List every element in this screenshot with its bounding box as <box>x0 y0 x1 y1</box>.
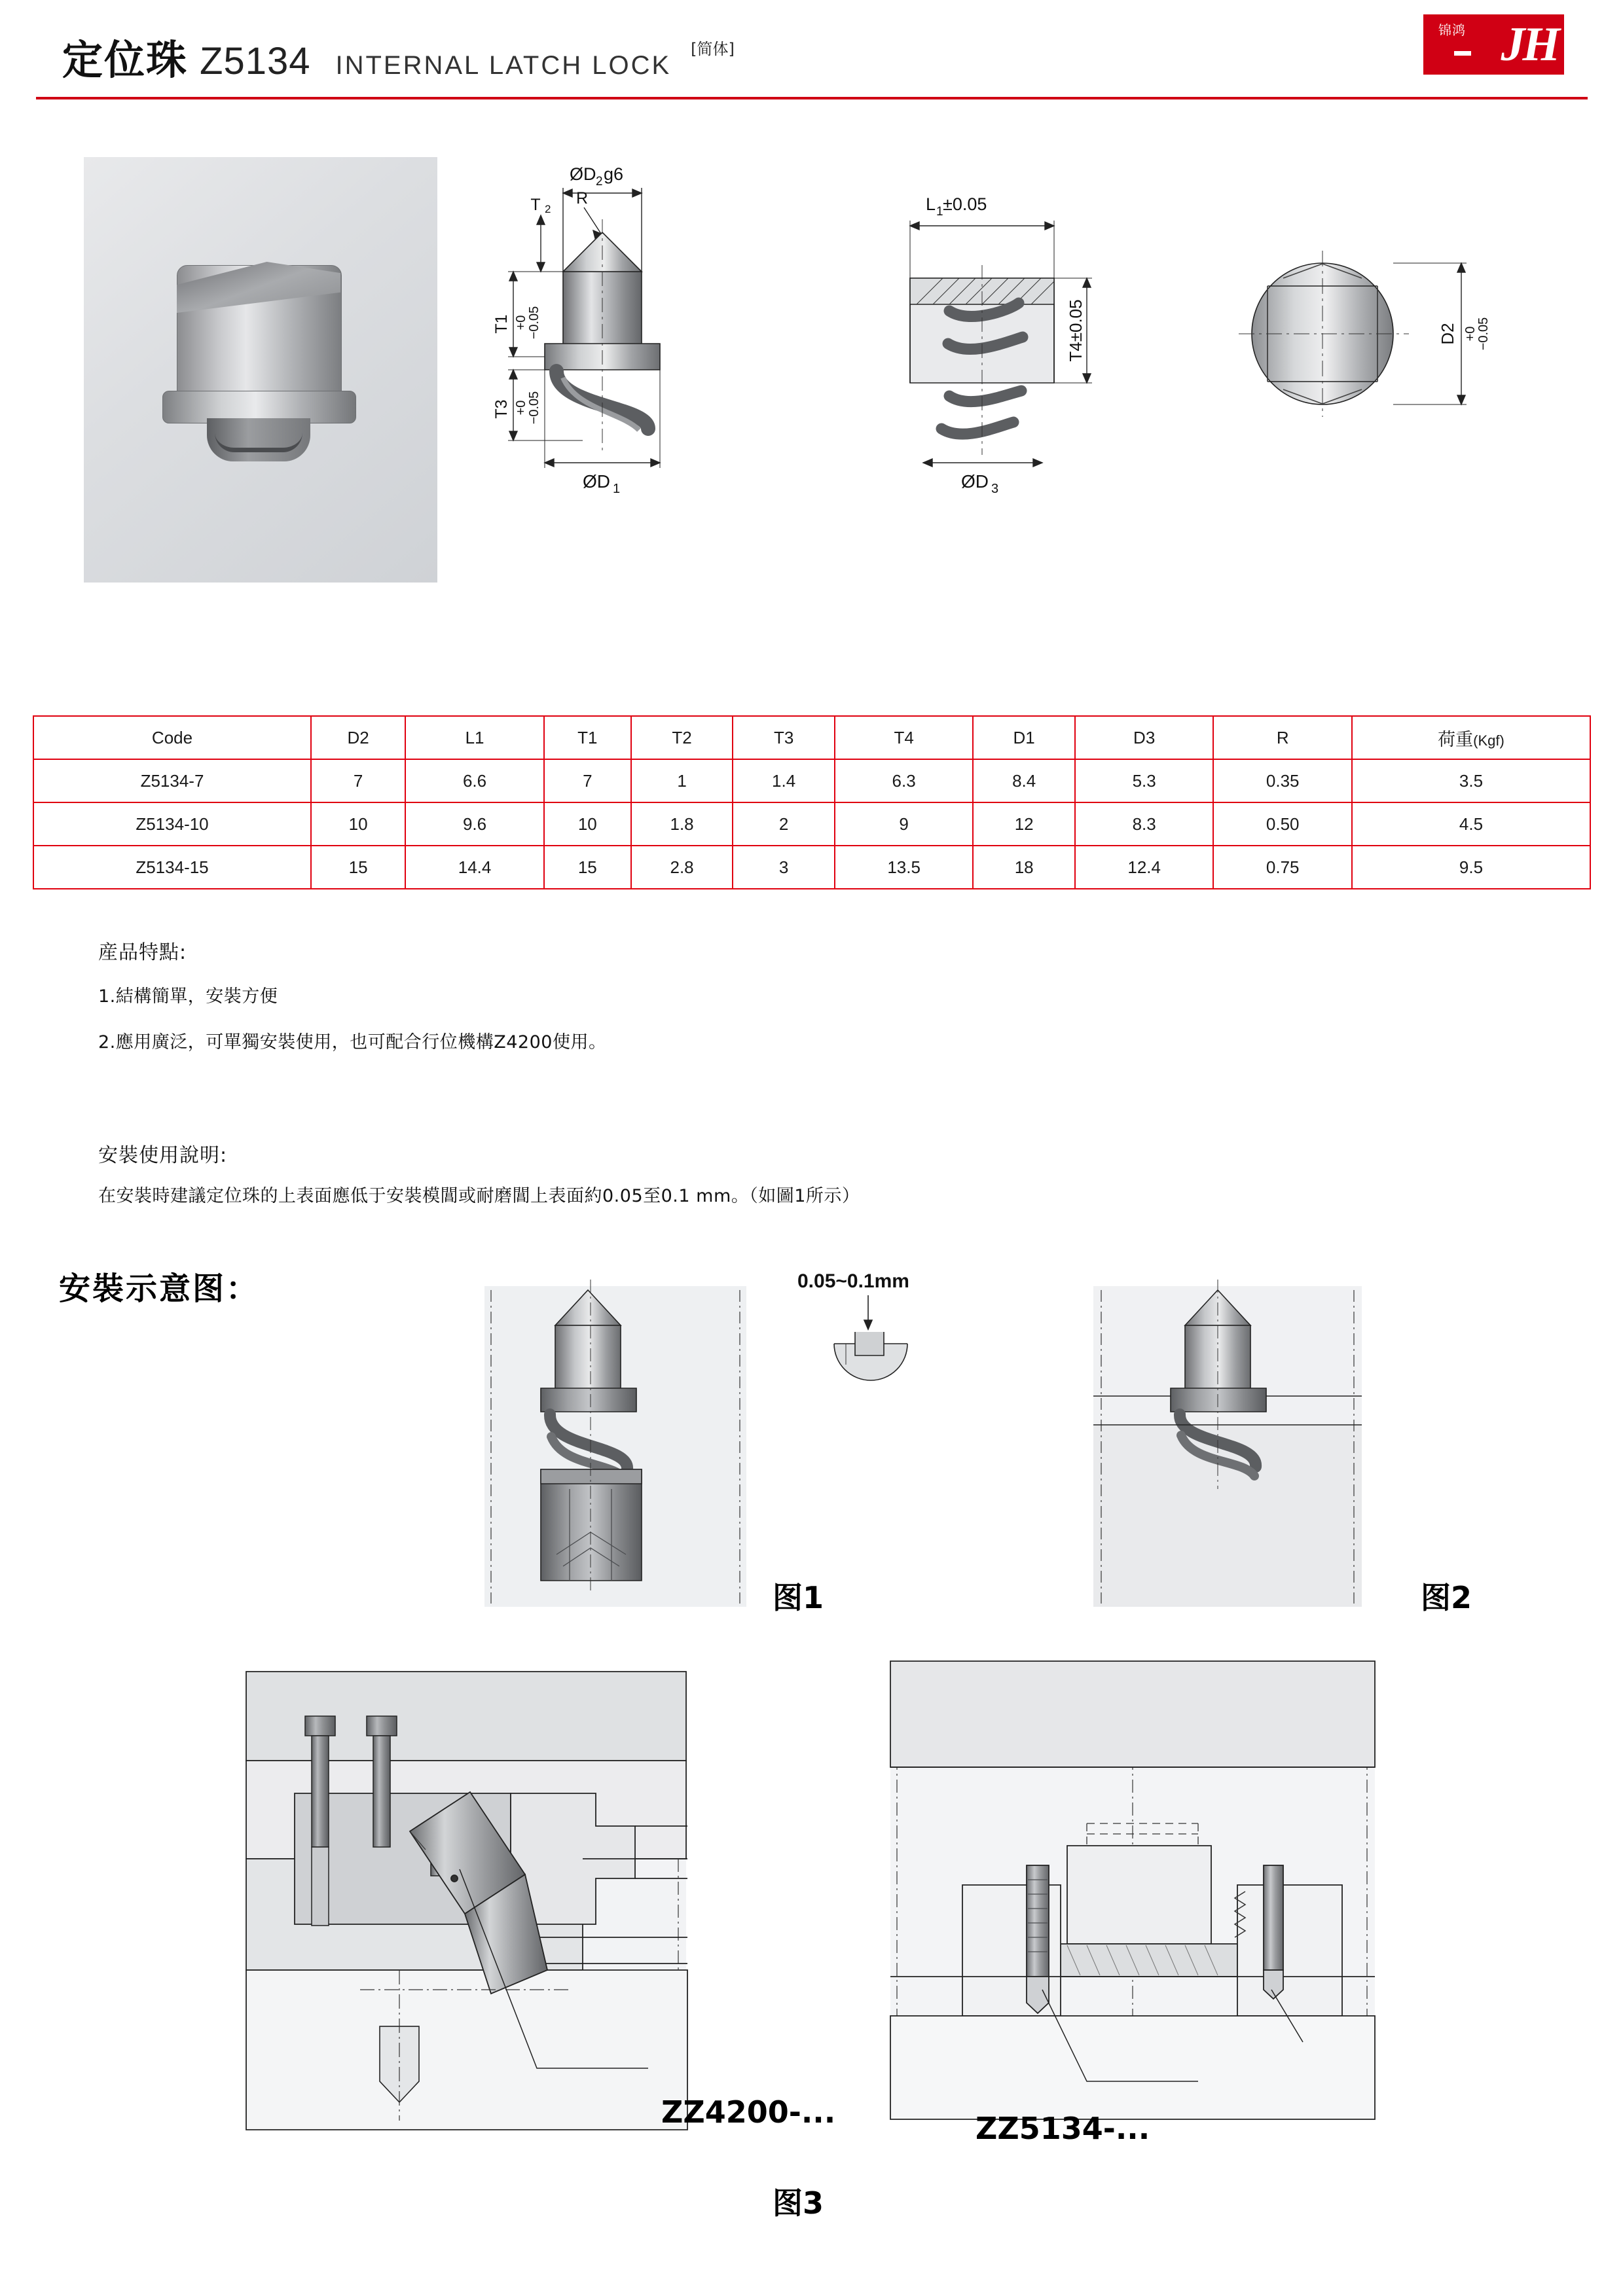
svg-text:ØD: ØD <box>583 471 610 492</box>
figure-3-callout-zz4200: ZZ4200-... <box>661 2094 836 2130</box>
gap-note-text: 0.05~0.1mm <box>797 1270 909 1292</box>
svg-text:T4±0.05: T4±0.05 <box>1066 299 1085 362</box>
svg-text:D2: D2 <box>1438 323 1457 345</box>
load-unit: (Kgf) <box>1473 732 1504 749</box>
table-header-r: R <box>1213 716 1352 759</box>
table-row <box>33 846 1590 889</box>
title-language-tag: [简体] <box>691 40 735 58</box>
figure-1-diagram <box>478 1273 753 1620</box>
table-header-t4: T4 <box>835 716 974 759</box>
svg-text:+0: +0 <box>514 400 528 416</box>
svg-text:T: T <box>530 196 541 214</box>
title-product-code: Z5134 <box>200 40 311 82</box>
svg-text:±0.05: ±0.05 <box>943 194 987 214</box>
drawing-section-view <box>871 147 1178 645</box>
svg-text:−0.05: −0.05 <box>527 391 541 425</box>
figure-2-diagram <box>1087 1273 1368 1620</box>
table-header-d2: D2 <box>311 716 405 759</box>
table-row <box>33 802 1590 846</box>
cell-t1: 7 <box>544 759 631 802</box>
cell-l1: 9.6 <box>405 802 544 846</box>
company-logo <box>1413 14 1564 75</box>
figure-3-left-diagram <box>229 1662 701 2147</box>
cell-l1: 14.4 <box>405 846 544 889</box>
svg-text:−0.05: −0.05 <box>527 306 541 340</box>
page-title <box>62 27 735 86</box>
cell-d2: 7 <box>311 759 405 802</box>
table-header-t3: T3 <box>733 716 835 759</box>
page-header <box>0 0 1623 111</box>
figure-1-label: 图1 <box>773 1580 824 1615</box>
svg-text:T3: T3 <box>492 399 511 419</box>
table-header-t1: T1 <box>544 716 631 759</box>
svg-text:L: L <box>926 194 936 214</box>
dim-d2g6: ØD <box>570 164 596 184</box>
product-photo <box>84 157 437 583</box>
figure-3-label: 图3 <box>773 2185 824 2221</box>
cell-l1: 6.6 <box>405 759 544 802</box>
svg-text:T1: T1 <box>492 314 511 334</box>
svg-text:1: 1 <box>936 205 943 219</box>
features-item-2: 2.應用廣泛，可單獨安裝使用，也可配合行位機構Z4200使用。 <box>98 1032 607 1052</box>
table-header-d1: D1 <box>973 716 1075 759</box>
svg-text:1: 1 <box>613 482 621 496</box>
logo-initials: JH <box>1501 18 1558 71</box>
logo-dash <box>1454 51 1471 56</box>
svg-text:ØD: ØD <box>961 471 989 492</box>
cell-t2: 1.8 <box>631 802 733 846</box>
figure-3-callout-zz5134: ZZ5134-... <box>976 2111 1150 2146</box>
table-header-d3: D3 <box>1075 716 1214 759</box>
table-row <box>33 759 1590 802</box>
cell-t3: 1.4 <box>733 759 835 802</box>
drawing-front-view <box>484 147 851 645</box>
cell-code: Z5134-10 <box>33 802 311 846</box>
cell-d3: 12.4 <box>1075 846 1214 889</box>
svg-text:3: 3 <box>991 482 999 496</box>
cell-d3: 5.3 <box>1075 759 1214 802</box>
drawing-top-view <box>1205 147 1519 645</box>
installation-diagram-heading: 安裝示意图： <box>59 1270 260 1307</box>
header-divider <box>36 97 1588 99</box>
title-chinese: 定位珠 <box>62 36 189 84</box>
logo-chinese-name: 锦鸿 <box>1438 22 1466 38</box>
features-title: 産品特點: <box>98 941 187 964</box>
table-header-load <box>1352 716 1590 759</box>
svg-text:g6: g6 <box>604 164 624 184</box>
cell-t4: 9 <box>835 802 974 846</box>
load-label: 荷重 <box>1438 729 1474 749</box>
cell-load: 3.5 <box>1352 759 1590 802</box>
cell-t4: 13.5 <box>835 846 974 889</box>
cell-r: 0.75 <box>1213 846 1352 889</box>
cell-t3: 3 <box>733 846 835 889</box>
cell-d1: 8.4 <box>973 759 1075 802</box>
svg-text:+0: +0 <box>1463 326 1478 342</box>
svg-text:R: R <box>576 189 589 207</box>
cell-code: Z5134-7 <box>33 759 311 802</box>
cell-t4: 6.3 <box>835 759 974 802</box>
installation-line-1: 在安裝時建議定位珠的上表面應低于安裝模閶或耐磨閶上表面約0.05至0.1 mm。（如圖1所示） <box>98 1186 860 1206</box>
figure-2-label: 图2 <box>1421 1580 1472 1615</box>
figure-3-right-diagram <box>871 1649 1395 2147</box>
cell-load: 9.5 <box>1352 846 1590 889</box>
svg-text:2: 2 <box>596 175 603 188</box>
cell-t2: 2.8 <box>631 846 733 889</box>
gap-detail-callout <box>786 1266 1015 1417</box>
table-header-code: Code <box>33 716 311 759</box>
cell-d2: 15 <box>311 846 405 889</box>
table-header-l1: L1 <box>405 716 544 759</box>
technical-drawing-band <box>0 141 1623 664</box>
table-header-t2: T2 <box>631 716 733 759</box>
cell-t2: 1 <box>631 759 733 802</box>
photo-part-body <box>157 226 360 488</box>
svg-text:2: 2 <box>545 203 551 215</box>
cell-d1: 18 <box>973 846 1075 889</box>
installation-title: 安裝使用說明: <box>98 1144 228 1167</box>
cell-t1: 10 <box>544 802 631 846</box>
cell-t1: 15 <box>544 846 631 889</box>
specification-table <box>33 715 1591 889</box>
title-english: INTERNAL LATCH LOCK <box>335 51 672 80</box>
cell-load: 4.5 <box>1352 802 1590 846</box>
cell-d2: 10 <box>311 802 405 846</box>
cell-d1: 12 <box>973 802 1075 846</box>
table-header-row <box>33 716 1590 759</box>
features-item-1: 1.結構簡單，安裝方便 <box>98 986 278 1007</box>
cell-r: 0.35 <box>1213 759 1352 802</box>
photo-spring <box>207 418 310 461</box>
svg-text:+0: +0 <box>514 315 528 331</box>
cell-d3: 8.3 <box>1075 802 1214 846</box>
cell-r: 0.50 <box>1213 802 1352 846</box>
cell-t3: 2 <box>733 802 835 846</box>
cell-code: Z5134-15 <box>33 846 311 889</box>
svg-text:−0.05: −0.05 <box>1476 317 1491 351</box>
